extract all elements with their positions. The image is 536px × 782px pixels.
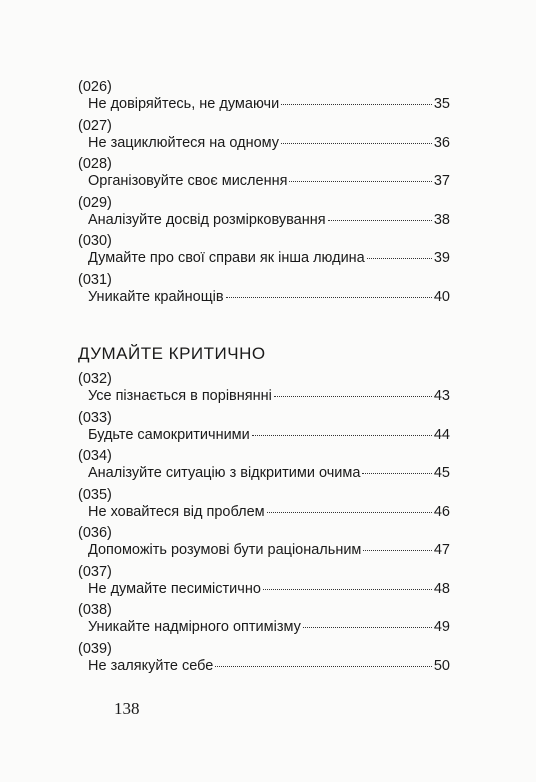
entry-number: (032) [78, 371, 112, 387]
toc-entry [78, 524, 450, 563]
toc-entry [78, 194, 450, 233]
entry-title: Допоможіть розумові бути раціональним [88, 542, 362, 558]
dot-leader [263, 589, 432, 590]
toc-entry [78, 486, 450, 525]
entry-title: Не думайте песимістично [88, 580, 261, 597]
toc-entry [78, 447, 450, 486]
entry-number: (030) [78, 233, 112, 249]
toc-entry [78, 78, 450, 117]
toc-entry [78, 409, 450, 448]
entry-title: Не довіряйтесь, не думаючи [88, 96, 280, 112]
entry-page: 35 [433, 96, 450, 112]
toc-group-2 [78, 370, 450, 678]
entry-page: 36 [433, 134, 450, 151]
entry-page: 48 [433, 580, 450, 597]
toc-entry [78, 640, 450, 679]
entry-number: (035) [78, 486, 112, 503]
entry-title: Організовуйте своє мислення [88, 173, 288, 189]
dot-leader [215, 666, 431, 667]
dot-leader [281, 104, 432, 105]
entry-title: Не ховайтеся від проблем [88, 503, 265, 520]
entry-number: (037) [78, 563, 112, 580]
dot-leader [303, 627, 432, 628]
entry-title: Аналізуйте досвід розмірковування [88, 211, 326, 228]
toc-entry [78, 563, 450, 602]
toc-entry [78, 232, 450, 271]
entry-page: 44 [433, 426, 450, 443]
entry-number: (026) [78, 79, 112, 95]
entry-page: 40 [433, 288, 450, 305]
dot-leader [289, 181, 431, 182]
entry-number: (036) [78, 525, 112, 541]
toc-entry [78, 155, 450, 194]
entry-page: 50 [433, 657, 450, 674]
entry-page: 43 [433, 388, 450, 404]
dot-leader [367, 258, 432, 259]
entry-number: (038) [78, 602, 112, 618]
toc-entry [78, 370, 450, 409]
entry-page: 47 [433, 542, 450, 558]
toc-entry [78, 271, 450, 310]
entry-page: 37 [433, 173, 450, 189]
entry-page: 45 [433, 465, 450, 481]
entry-number: (039) [78, 640, 112, 657]
entry-page: 49 [433, 619, 450, 635]
entry-title: Не зациклюйтеся на одному [88, 134, 280, 151]
entry-title: Уникайте крайнощів [88, 288, 224, 305]
entry-title: Уникайте надмірного оптимізму [88, 619, 301, 635]
entry-number: (033) [78, 409, 112, 426]
entry-number: (034) [78, 448, 112, 464]
toc-entry [78, 117, 450, 156]
entry-title: Усе пізнається в порівнянні [88, 388, 272, 404]
dot-leader [267, 512, 432, 513]
toc-entry [78, 601, 450, 640]
dot-leader [362, 473, 431, 474]
entry-title: Будьте самокритичними [88, 426, 250, 443]
toc-group-1 [78, 78, 450, 309]
dot-leader [328, 220, 432, 221]
dot-leader [363, 550, 431, 551]
entry-page: 46 [433, 503, 450, 520]
dot-leader [281, 143, 432, 144]
entry-number: (027) [78, 117, 112, 134]
dot-leader [274, 396, 432, 397]
entry-number: (028) [78, 156, 112, 172]
entry-page: 39 [433, 250, 450, 266]
page-number: 138 [114, 699, 140, 718]
entry-title: Аналізуйте ситуацію з відкритими очима [88, 465, 361, 481]
entry-number: (029) [78, 194, 112, 211]
entry-title: Думайте про свої справи як інша людина [88, 250, 365, 266]
entry-page: 38 [433, 211, 450, 228]
dot-leader [252, 435, 432, 436]
section-heading: ДУМАЙТЕ КРИТИЧНО [78, 344, 266, 363]
entry-number: (031) [78, 271, 112, 288]
entry-title: Не залякуйте себе [88, 657, 214, 674]
dot-leader [226, 297, 432, 298]
